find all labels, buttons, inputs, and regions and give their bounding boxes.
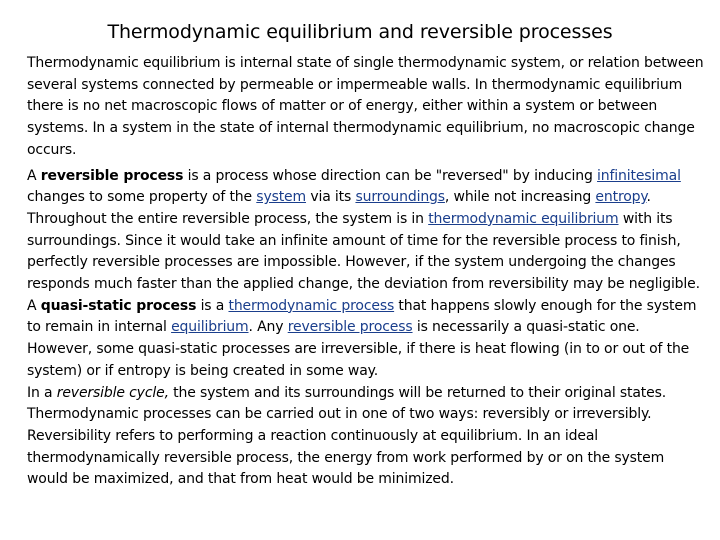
text-fragment: . Any (248, 319, 288, 336)
text-fragment: A (27, 167, 41, 184)
term-quasi-static-process: quasi-static process (40, 297, 197, 314)
text-fragment: the system and its surroundings will be returned to their original states. Thermodynamic processes can be carried out in one of two ways: reversibly or irreversibly. Reversibility refers to performing a reaction continuously at equilibrium. In an ideal thermodynamically reversible process, the energy from work performed by or on the system would be maximized, and that from heat would be minimized. (27, 384, 667, 488)
paragraph-equilibrium: Thermodynamic equilibrium is internal state of single thermodynamic system, or relation between several systems connected by permeable or impermeable walls. In thermodynamic equilibrium there is no net macroscopic flows of matter or of energy, either within a system or between systems. In a system in the state of internal thermodynamic equilibrium, no macroscopic change occurs. (27, 55, 704, 158)
text-fragment: via its (306, 189, 356, 206)
text-fragment: that happens slowly enough for the system to remain in internal (27, 297, 697, 336)
term-reversible-process: reversible process (40, 167, 184, 184)
slide-body (27, 53, 705, 491)
link-equilibrium[interactable]: equilibrium (171, 319, 249, 336)
term-reversible-cycle: reversible cycle, (56, 384, 169, 401)
link-surroundings[interactable]: surroundings (355, 189, 445, 206)
text-fragment: . Throughout the entire reversible process, the system is in (27, 189, 651, 227)
text-fragment: , while not increasing (444, 189, 596, 206)
text-fragment: is a process whose direction can be "reversed" by inducing (183, 167, 598, 184)
text-fragment: with its surroundings. Since it would take an infinite amount of time for the reversible process to finish, perfectly reversible processes are impossible. However, if the system undergoing the changes responds much faster than the applied change, the deviation from reversibility may be negligible. A (27, 210, 700, 314)
text-fragment: is a (196, 297, 229, 314)
link-thermodynamic-process[interactable]: thermodynamic process (228, 297, 395, 314)
link-entropy[interactable]: entropy (595, 189, 647, 206)
link-thermodynamic-equilibrium[interactable]: thermodynamic equilibrium (428, 210, 619, 227)
paragraph-reversible (27, 166, 705, 492)
link-reversible-process[interactable]: reversible process (287, 319, 413, 336)
text-fragment: In a (27, 384, 57, 401)
text-fragment: changes to some property of the (27, 189, 257, 206)
link-system[interactable]: system (256, 189, 307, 206)
link-infinitesimal[interactable]: infinitesimal (597, 167, 681, 184)
slide-title: Thermodynamic equilibrium and reversible processes (107, 21, 613, 43)
text-fragment: is necessarily a quasi-static one. However, some quasi-static processes are irreversible, if there is heat flowing (in to or out of the system) or if entropy is being created in some way. (27, 319, 690, 379)
